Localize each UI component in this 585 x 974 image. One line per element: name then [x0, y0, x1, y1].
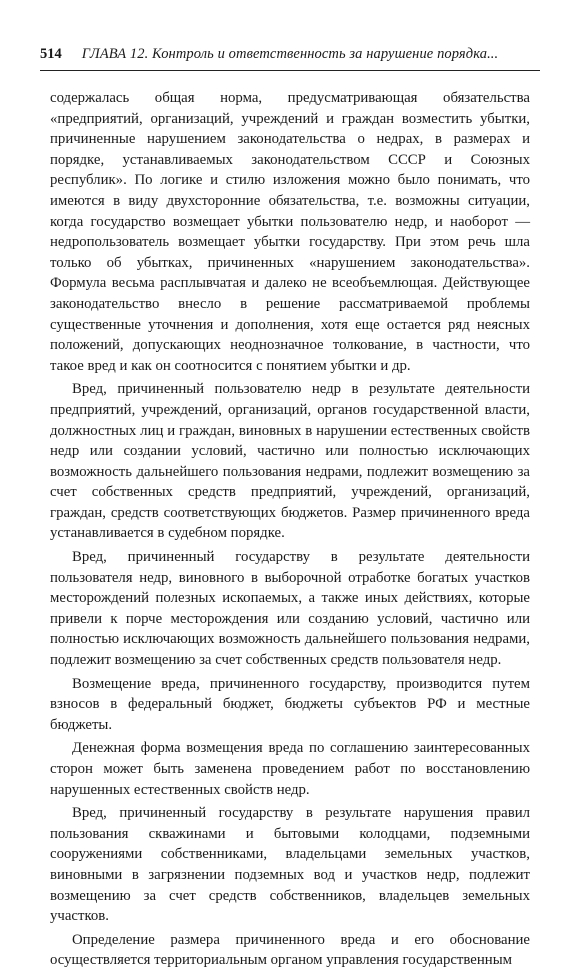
page-number: 514	[40, 46, 62, 62]
paragraph-continuation: содержалась общая норма, предусматривающая обязательства «предприятий, организаций, учреждений и граждан возместить убытки, причиненные нарушением законодательства о недрах, в размерах и порядке, устанавливаемых законодательством СССР и Союзных республик». По логике и стилю изложения можно было понимать, что имеются в виду двухсторонние обязательства, т.е. возможны ситуации, когда государство возмещает убытки пользователю недр, и наоборот — недропользователь возмещает убытки государству. При этом речь шла только об убытках, причиненных «нарушением законодательства». Формула весьма расплывчатая и далеко не всеобъемлющая. Действующее законодательство внесло в решение рассматриваемой проблемы существенные уточнения и дополнения, хотя еще остается ряд неясных положений, допускающих неоднозначное толкование, в частности, что такое вред и как он соотносится с понятием убытки и др.	[50, 90, 530, 374]
paragraph: Вред, причиненный государству в результате деятельности пользователя недр, виновного в выборочной отработке богатых участков месторождений полезных ископаемых, а также иных действиях, которые привели к порче месторождения или созданию условий, частично или полностью исключающих возможность дальнейшего пользования недрами, подлежит возмещению за счет собственных средств пользователя недр.	[50, 549, 530, 669]
paragraph: Возмещение вреда, причиненного государству, производится путем взносов в федеральный бюджет, бюджеты субъектов РФ и местные бюджеты.	[50, 675, 530, 733]
paragraph: Денежная форма возмещения вреда по соглашению заинтересованных сторон может быть заменена проведением работ по восстановлению нарушенных естественных свойств недр.	[50, 740, 530, 798]
paragraph: Вред, причиненный государству в результате нарушения правил пользования скважинами и бытовыми колодцами, подземными сооружениями собственниками, владельцами земельных участков, виновными в загрязнении подземных вод и участков недр, подлежит возмещению за счет средств собственников, владельцев земельных участков.	[50, 805, 530, 925]
paragraph: Определение размера причиненного вреда и его обоснование осуществляется территориальным органом управления государственным	[50, 931, 530, 969]
body-text	[50, 88, 530, 974]
chapter-title: ГЛАВА 12. Контроль и ответственность за нарушение порядка...	[81, 46, 499, 62]
header-rule	[40, 70, 540, 71]
paragraph: Вред, причиненный пользователю недр в результате деятельности предприятий, учреждений, организаций, органов государственной власти, должностных лиц и граждан, виновных в нарушении естественных свойств недр или создании условий, частично или полностью исключающих возможность дальнейшего пользования недрами, подлежит возмещению за счет собственных средств предприятий, учреждений, организаций, граждан, средств соответствующих бюджетов. Размер причиненного вреда устанавливается в судебном порядке.	[50, 381, 530, 542]
running-header	[40, 46, 540, 63]
